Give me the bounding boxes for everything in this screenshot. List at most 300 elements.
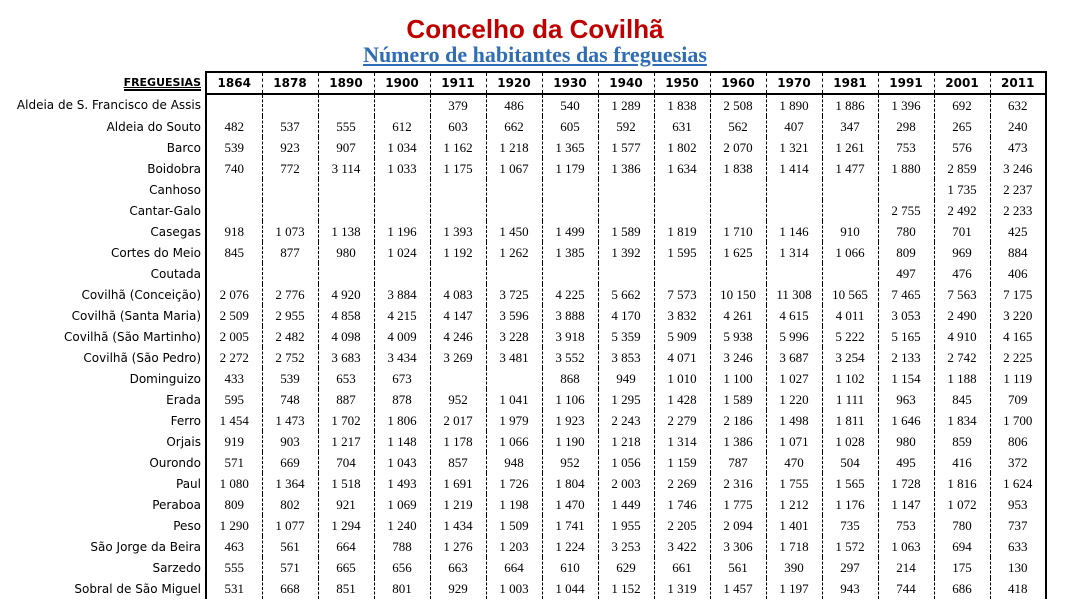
population-cell: 1 028 (822, 431, 878, 452)
population-cell (822, 179, 878, 200)
parish-name: Coutada (150, 266, 201, 281)
population-cell: 1 624 (990, 473, 1046, 494)
population-cell: 298 (878, 116, 934, 137)
population-cell: 963 (878, 389, 934, 410)
population-cell: 919 (206, 431, 262, 452)
population-cell: 877 (262, 242, 318, 263)
population-cell: 610 (542, 557, 598, 578)
population-cell: 1 261 (822, 137, 878, 158)
population-cell: 5 938 (710, 326, 766, 347)
population-cell: 4 615 (766, 305, 822, 326)
parish-name: Peso (173, 518, 201, 533)
column-header-year: 2011 (990, 72, 1046, 94)
population-cell: 709 (990, 389, 1046, 410)
population-cell: 1 176 (822, 494, 878, 515)
population-cell: 5 165 (878, 326, 934, 347)
population-cell: 661 (654, 557, 710, 578)
population-cell: 948 (486, 452, 542, 473)
population-cell: 3 246 (710, 347, 766, 368)
population-cell: 2 225 (990, 347, 1046, 368)
population-cell: 605 (542, 116, 598, 137)
population-cell: 631 (654, 116, 710, 137)
population-cell: 857 (430, 452, 486, 473)
population-cell: 2 243 (598, 410, 654, 431)
population-cell: 3 220 (990, 305, 1046, 326)
population-cell: 1 595 (654, 242, 710, 263)
population-cell: 1 218 (598, 431, 654, 452)
population-cell (654, 200, 710, 221)
population-cell: 1 080 (206, 473, 262, 494)
population-cell: 1 196 (374, 221, 430, 242)
population-cell: 868 (542, 368, 598, 389)
population-cell: 3 596 (486, 305, 542, 326)
population-cell: 1 033 (374, 158, 430, 179)
population-cell: 1 728 (878, 473, 934, 494)
population-cell: 780 (878, 221, 934, 242)
table-row (6, 116, 1046, 137)
population-cell: 952 (430, 389, 486, 410)
population-cell: 692 (934, 94, 990, 116)
parish-name: Canhoso (149, 182, 201, 197)
population-cell: 1 819 (654, 221, 710, 242)
population-cell: 10 565 (822, 284, 878, 305)
population-cell (206, 200, 262, 221)
population-cell: 845 (934, 389, 990, 410)
population-cell: 240 (990, 116, 1046, 137)
population-cell: 1 179 (542, 158, 598, 179)
column-header-year: 1920 (486, 72, 542, 94)
population-cell: 1 401 (766, 515, 822, 536)
column-header-year: 1878 (262, 72, 318, 94)
population-cell (430, 263, 486, 284)
population-cell (318, 263, 374, 284)
population-cell: 748 (262, 389, 318, 410)
population-cell: 5 662 (598, 284, 654, 305)
population-cell: 4 083 (430, 284, 486, 305)
population-cell: 2 205 (654, 515, 710, 536)
population-cell: 1 217 (318, 431, 374, 452)
population-cell: 887 (318, 389, 374, 410)
population-cell: 701 (934, 221, 990, 242)
population-cell: 4 858 (318, 305, 374, 326)
population-cell: 1 365 (542, 137, 598, 158)
population-cell (878, 179, 934, 200)
population-cell: 486 (486, 94, 542, 116)
population-cell: 1 434 (430, 515, 486, 536)
population-cell: 1 565 (822, 473, 878, 494)
population-cell: 3 687 (766, 347, 822, 368)
column-header-year: 1981 (822, 72, 878, 94)
population-cell: 2 003 (598, 473, 654, 494)
population-cell (542, 179, 598, 200)
table-row (6, 158, 1046, 179)
population-cell (654, 263, 710, 284)
population-cell: 1 691 (430, 473, 486, 494)
population-cell: 1 148 (374, 431, 430, 452)
population-cell: 1 710 (710, 221, 766, 242)
population-cell (486, 263, 542, 284)
population-cell (318, 179, 374, 200)
population-cell: 1 802 (654, 137, 710, 158)
population-cell: 1 923 (542, 410, 598, 431)
population-cell: 4 920 (318, 284, 374, 305)
population-cell: 1 063 (878, 536, 934, 557)
population-cell: 1 289 (598, 94, 654, 116)
parish-name: Paul (176, 476, 201, 491)
population-cell: 929 (430, 578, 486, 599)
column-header-year: 1991 (878, 72, 934, 94)
population-cell: 7 573 (654, 284, 710, 305)
population-cell: 662 (486, 116, 542, 137)
population-cell: 1 044 (542, 578, 598, 599)
population-cell: 1 147 (878, 494, 934, 515)
population-cell (262, 200, 318, 221)
parish-name: Cortes do Meio (111, 245, 201, 260)
parish-name: Covilhã (Santa Maria) (71, 308, 201, 323)
population-cell: 633 (990, 536, 1046, 557)
population-cell: 562 (710, 116, 766, 137)
population-cell: 1 190 (542, 431, 598, 452)
population-cell: 952 (542, 452, 598, 473)
population-cell: 1 816 (934, 473, 990, 494)
population-cell: 463 (206, 536, 262, 557)
population-cell: 406 (990, 263, 1046, 284)
population-cell: 1 450 (486, 221, 542, 242)
population-cell (542, 200, 598, 221)
table-row (6, 179, 1046, 200)
table-row (6, 557, 1046, 578)
table-row (6, 431, 1046, 452)
population-cell (318, 94, 374, 116)
population-cell: 1 955 (598, 515, 654, 536)
population-cell: 495 (878, 452, 934, 473)
population-cell (486, 179, 542, 200)
population-cell: 2 316 (710, 473, 766, 494)
population-cell: 1 625 (710, 242, 766, 263)
population-cell: 1 066 (822, 242, 878, 263)
population-cell (374, 179, 430, 200)
population-cell: 1 154 (878, 368, 934, 389)
population-cell: 418 (990, 578, 1046, 599)
population-cell: 1 804 (542, 473, 598, 494)
table-row (6, 515, 1046, 536)
population-cell: 4 170 (598, 305, 654, 326)
population-cell: 665 (318, 557, 374, 578)
population-cell: 425 (990, 221, 1046, 242)
population-cell: 1 518 (318, 473, 374, 494)
population-cell: 1 735 (934, 179, 990, 200)
population-cell: 4 147 (430, 305, 486, 326)
population-cell: 3 888 (542, 305, 598, 326)
population-cell: 5 909 (654, 326, 710, 347)
population-cell: 297 (822, 557, 878, 578)
population-cell: 5 359 (598, 326, 654, 347)
table-row (6, 263, 1046, 284)
parish-name: Peraboa (152, 497, 201, 512)
population-cell: 1 364 (262, 473, 318, 494)
population-cell: 1 741 (542, 515, 598, 536)
population-cell (374, 263, 430, 284)
population-cell: 1 702 (318, 410, 374, 431)
population-cell: 7 175 (990, 284, 1046, 305)
population-cell: 2 272 (206, 347, 262, 368)
population-cell: 5 996 (766, 326, 822, 347)
population-cell: 1 072 (934, 494, 990, 515)
population-cell: 1 010 (654, 368, 710, 389)
population-cell: 1 700 (990, 410, 1046, 431)
population-cell: 809 (878, 242, 934, 263)
population-cell: 3 832 (654, 305, 710, 326)
population-cell: 537 (262, 116, 318, 137)
population-cell: 3 884 (374, 284, 430, 305)
parish-name: Aldeia do Souto (106, 119, 201, 134)
population-cell (262, 263, 318, 284)
parish-name: Covilhã (São Martinho) (64, 329, 201, 344)
population-cell: 2 186 (710, 410, 766, 431)
population-cell: 1 386 (710, 431, 766, 452)
population-cell: 1 043 (374, 452, 430, 473)
population-cell: 1 218 (486, 137, 542, 158)
population-cell: 2 859 (934, 158, 990, 179)
population-cell: 1 197 (766, 578, 822, 599)
parish-name: Dominguizo (129, 371, 201, 386)
population-cell: 806 (990, 431, 1046, 452)
population-cell: 1 262 (486, 242, 542, 263)
population-cell: 629 (598, 557, 654, 578)
population-cell: 632 (990, 94, 1046, 116)
population-cell: 1 138 (318, 221, 374, 242)
parish-name: Aldeia de S. Francisco de Assis (16, 98, 201, 112)
population-cell: 1 203 (486, 536, 542, 557)
population-cell: 3 306 (710, 536, 766, 557)
population-cell: 653 (318, 368, 374, 389)
population-cell: 1 473 (262, 410, 318, 431)
population-cell: 3 269 (430, 347, 486, 368)
column-header-year: 1911 (430, 72, 486, 94)
population-cell: 1 834 (934, 410, 990, 431)
population-cell (710, 179, 766, 200)
population-cell: 595 (206, 389, 262, 410)
population-cell: 2 755 (878, 200, 934, 221)
population-cell: 980 (878, 431, 934, 452)
population-cell: 1 162 (430, 137, 486, 158)
population-cell: 531 (206, 578, 262, 599)
parish-name: Ourondo (149, 455, 201, 470)
population-cell: 2 094 (710, 515, 766, 536)
population-cell: 470 (766, 452, 822, 473)
population-cell: 1 755 (766, 473, 822, 494)
column-header-year: 2001 (934, 72, 990, 94)
population-cell: 1 069 (374, 494, 430, 515)
population-cell (710, 263, 766, 284)
population-cell: 1 152 (598, 578, 654, 599)
parish-name: Covilhã (Conceição) (81, 287, 201, 302)
population-cell: 2 237 (990, 179, 1046, 200)
table-row (6, 94, 1046, 116)
table-body (6, 94, 1046, 599)
population-cell: 2 752 (262, 347, 318, 368)
population-cell: 482 (206, 116, 262, 137)
population-cell (430, 200, 486, 221)
population-cell: 603 (430, 116, 486, 137)
population-cell: 780 (934, 515, 990, 536)
population-cell: 1 979 (486, 410, 542, 431)
population-cell: 1 392 (598, 242, 654, 263)
population-cell: 1 509 (486, 515, 542, 536)
table-row (6, 578, 1046, 599)
population-cell: 1 024 (374, 242, 430, 263)
population-cell: 4 910 (934, 326, 990, 347)
population-cell: 809 (206, 494, 262, 515)
parish-name: Covilhã (São Pedro) (83, 350, 201, 365)
table-row (6, 473, 1046, 494)
population-cell: 1 386 (598, 158, 654, 179)
population-cell: 1 577 (598, 137, 654, 158)
population-cell: 3 434 (374, 347, 430, 368)
population-cell (766, 179, 822, 200)
population-cell: 2 508 (710, 94, 766, 116)
population-cell: 3 114 (318, 158, 374, 179)
column-header-year: 1900 (374, 72, 430, 94)
population-cell: 918 (206, 221, 262, 242)
population-cell: 3 422 (654, 536, 710, 557)
population-cell: 664 (318, 536, 374, 557)
population-cell: 3 481 (486, 347, 542, 368)
population-cell: 1 290 (206, 515, 262, 536)
population-cell: 540 (542, 94, 598, 116)
population-cell: 4 246 (430, 326, 486, 347)
population-cell: 4 165 (990, 326, 1046, 347)
population-cell: 753 (878, 515, 934, 536)
population-cell: 555 (206, 557, 262, 578)
population-cell: 1 003 (486, 578, 542, 599)
population-cell: 1 746 (654, 494, 710, 515)
population-cell: 1 726 (486, 473, 542, 494)
population-cell: 1 589 (598, 221, 654, 242)
population-cell: 2 482 (262, 326, 318, 347)
population-cell: 2 005 (206, 326, 262, 347)
table-row (6, 389, 1046, 410)
table-row (6, 410, 1046, 431)
population-cell: 175 (934, 557, 990, 578)
population-cell: 737 (990, 515, 1046, 536)
population-cell (598, 179, 654, 200)
population-cell: 1 414 (766, 158, 822, 179)
population-cell: 407 (766, 116, 822, 137)
population-cell (654, 179, 710, 200)
population-cell: 473 (990, 137, 1046, 158)
population-cell (206, 263, 262, 284)
population-cell: 1 034 (374, 137, 430, 158)
column-header-year: 1960 (710, 72, 766, 94)
population-cell: 433 (206, 368, 262, 389)
population-cell: 787 (710, 452, 766, 473)
population-table (6, 71, 1047, 599)
column-header-year: 1970 (766, 72, 822, 94)
table-header-row (6, 72, 1046, 94)
population-cell: 3 725 (486, 284, 542, 305)
table-row (6, 494, 1046, 515)
population-cell: 11 308 (766, 284, 822, 305)
population-cell: 949 (598, 368, 654, 389)
population-cell: 668 (262, 578, 318, 599)
population-cell: 2 279 (654, 410, 710, 431)
population-cell: 1 393 (430, 221, 486, 242)
population-cell: 1 838 (710, 158, 766, 179)
population-cell: 1 146 (766, 221, 822, 242)
population-cell: 612 (374, 116, 430, 137)
population-cell: 1 718 (766, 536, 822, 557)
population-cell: 4 071 (654, 347, 710, 368)
population-cell: 969 (934, 242, 990, 263)
population-cell: 497 (878, 263, 934, 284)
population-cell: 1 119 (990, 368, 1046, 389)
population-cell: 1 454 (206, 410, 262, 431)
population-cell: 1 219 (430, 494, 486, 515)
population-cell: 1 470 (542, 494, 598, 515)
population-cell: 2 017 (430, 410, 486, 431)
population-cell: 744 (878, 578, 934, 599)
population-cell: 753 (878, 137, 934, 158)
table-row (6, 284, 1046, 305)
population-cell: 1 396 (878, 94, 934, 116)
population-cell: 390 (766, 557, 822, 578)
population-cell: 539 (262, 368, 318, 389)
population-cell: 1 100 (710, 368, 766, 389)
parish-name: Boidobra (147, 161, 201, 176)
population-cell: 571 (262, 557, 318, 578)
population-cell (598, 200, 654, 221)
population-cell: 1 775 (710, 494, 766, 515)
table-row (6, 368, 1046, 389)
population-cell: 980 (318, 242, 374, 263)
population-cell: 943 (822, 578, 878, 599)
population-cell: 694 (934, 536, 990, 557)
population-cell: 3 683 (318, 347, 374, 368)
population-cell: 1 178 (430, 431, 486, 452)
population-cell (710, 200, 766, 221)
population-cell: 1 886 (822, 94, 878, 116)
population-cell: 1 572 (822, 536, 878, 557)
parish-name: Erada (166, 392, 201, 407)
population-cell: 1 041 (486, 389, 542, 410)
population-cell (374, 94, 430, 116)
parish-name: Barco (166, 140, 201, 155)
population-cell: 2 776 (262, 284, 318, 305)
population-cell: 1 385 (542, 242, 598, 263)
population-cell: 3 254 (822, 347, 878, 368)
population-cell: 1 493 (374, 473, 430, 494)
population-cell: 740 (206, 158, 262, 179)
population-cell: 576 (934, 137, 990, 158)
population-cell: 735 (822, 515, 878, 536)
population-cell: 1 634 (654, 158, 710, 179)
column-header-year: 1930 (542, 72, 598, 94)
population-cell: 2 492 (934, 200, 990, 221)
population-cell: 1 188 (934, 368, 990, 389)
population-cell: 656 (374, 557, 430, 578)
table-row (6, 452, 1046, 473)
population-cell: 1 457 (710, 578, 766, 599)
population-cell: 1 321 (766, 137, 822, 158)
table-row (6, 137, 1046, 158)
population-cell: 1 175 (430, 158, 486, 179)
parish-name: Sarzedo (152, 560, 201, 575)
column-header-year: 1940 (598, 72, 654, 94)
population-cell (206, 94, 262, 116)
population-cell: 476 (934, 263, 990, 284)
population-cell: 4 011 (822, 305, 878, 326)
